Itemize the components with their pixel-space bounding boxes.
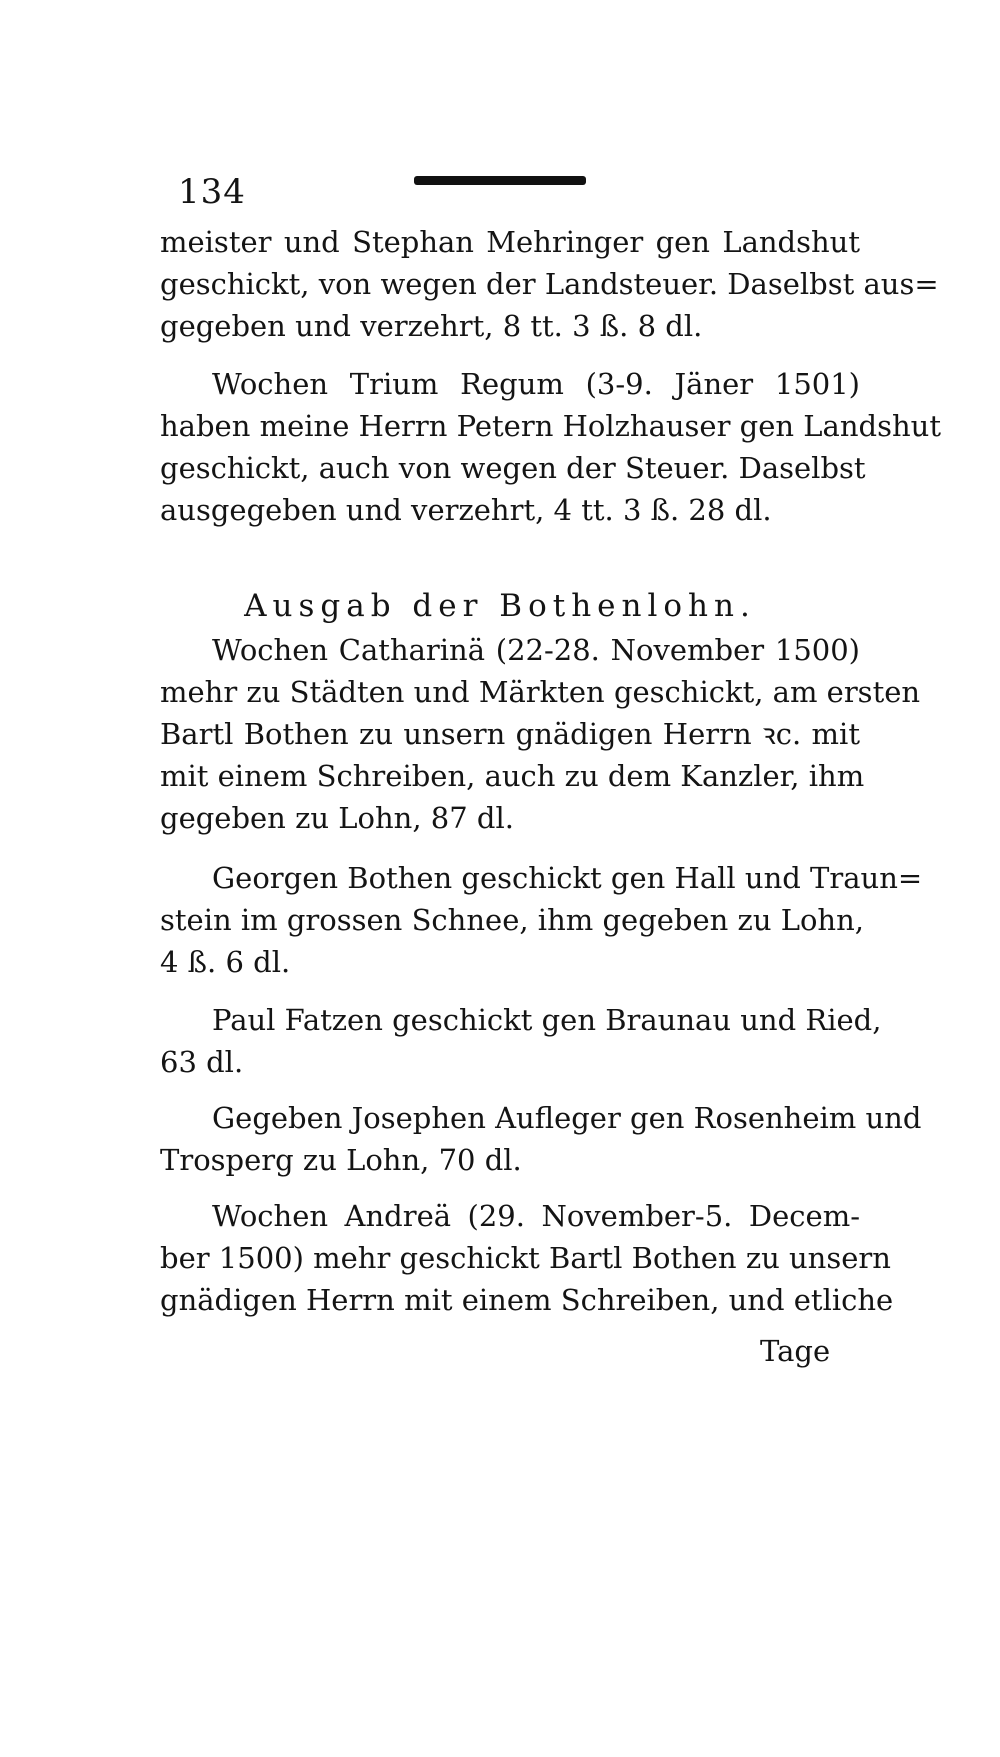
text-line: Gegeben Josephen Aufleger gen Rosenheim und: [212, 1101, 922, 1135]
text-line: Georgen Bothen geschickt gen Hall und Traun=: [212, 861, 923, 895]
text-line: mit einem Schreiben, auch zu dem Kanzler, ihm: [160, 759, 865, 793]
text-line: mehr zu Städten und Märkten geschickt, am ersten: [160, 675, 921, 709]
text-line: gegeben zu Lohn, 87 dl.: [160, 801, 514, 835]
text-line: Paul Fatzen geschickt gen Braunau und Ried,: [212, 1003, 882, 1037]
text-line: 4 ß. 6 dl.: [160, 945, 291, 979]
text-line: gegeben und verzehrt, 8 tt. 3 ß. 8 dl.: [160, 309, 703, 343]
text-line: geschickt, von wegen der Landsteuer. Daselbst aus=: [160, 267, 939, 301]
text-line: Trosperg zu Lohn, 70 dl.: [160, 1143, 522, 1177]
text-line: gnädigen Herrn mit einem Schreiben, und etliche: [160, 1283, 894, 1317]
text-line: geschickt, auch von wegen der Steuer. Daselbst: [160, 451, 866, 485]
text-line: ber 1500) mehr geschickt Bartl Bothen zu unsern: [160, 1241, 891, 1275]
page-number: 134: [178, 172, 246, 212]
text-line: Bartl Bothen zu unsern gnädigen Herrn ꝛc. mit: [160, 717, 860, 751]
text-line: Wochen Andreä (29. November-5. Decem-: [212, 1199, 860, 1233]
text-line: 63 dl.: [160, 1045, 244, 1079]
section-heading: Ausgab der Bothenlohn.: [244, 588, 756, 624]
text-line: meister und Stephan Mehringer gen Landshut: [160, 225, 860, 259]
text-line: haben meine Herrn Petern Holzhauser gen Landshut: [160, 409, 941, 443]
text-line: Wochen Catharinä (22-28. November 1500): [212, 633, 860, 667]
header-rule: [414, 176, 586, 185]
text-line: ausgegeben und verzehrt, 4 tt. 3 ß. 28 dl.: [160, 493, 772, 527]
catchword: Tage: [760, 1334, 831, 1368]
text-line: Wochen Trium Regum (3-9. Jäner 1501): [212, 367, 860, 401]
text-line: stein im grossen Schnee, ihm gegeben zu Lohn,: [160, 903, 865, 937]
